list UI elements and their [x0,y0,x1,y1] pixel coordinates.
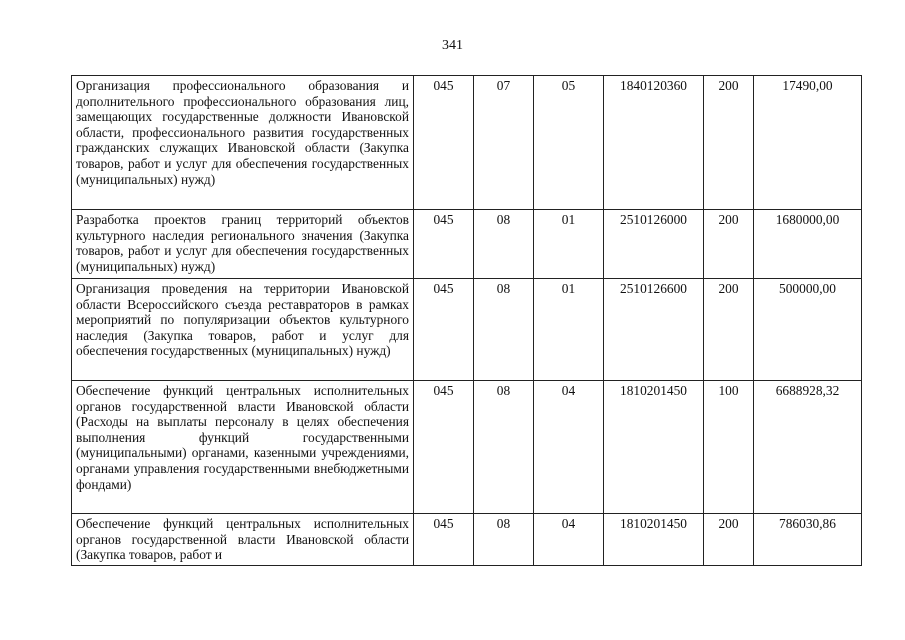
table-row [72,279,862,381]
section-code: 08 [474,381,534,514]
row-name: Обеспечение функций центральных исполнительных органов государственной власти Ивановской области (Расходы на выплаты персоналу в целях обеспечения выполнения функций государственными (муниципальными) органами, казенными учреждениями, органами управления государственными внебюджетными фондами) [72,381,414,514]
section-code: 08 [474,279,534,381]
subsection-code: 05 [534,76,604,210]
expense-type-code: 200 [704,279,754,381]
expense-type-code: 100 [704,381,754,514]
amount: 6688928,32 [754,381,862,514]
page-number: 341 [442,38,463,53]
row-name: Обеспечение функций центральных исполнительных органов государственной власти Ивановской области (Закупка товаров, работ и [72,514,414,566]
ministry-code: 045 [414,279,474,381]
ministry-code: 045 [414,76,474,210]
subsection-code: 04 [534,381,604,514]
row-name: Разработка проектов границ территорий объектов культурного наследия регионального значения (Закупка товаров, работ и услуг для обеспечения государственных (муниципальных) нужд) [72,210,414,279]
budget-table [71,75,862,566]
amount: 786030,86 [754,514,862,566]
row-name: Организация профессионального образования и дополнительного профессионального образования лиц, замещающих государственные должности Ивановской области, профессионального развития государственных гражданских служащих Ивановской области (Закупка товаров, работ и услуг для обеспечения государственных (муниципальных) нужд) [72,76,414,210]
target-article-code: 2510126600 [604,279,704,381]
subsection-code: 01 [534,279,604,381]
section-code: 07 [474,76,534,210]
target-article-code: 1810201450 [604,381,704,514]
ministry-code: 045 [414,210,474,279]
table-row [72,381,862,514]
ministry-code: 045 [414,381,474,514]
subsection-code: 01 [534,210,604,279]
section-code: 08 [474,210,534,279]
target-article-code: 1810201450 [604,514,704,566]
expense-type-code: 200 [704,514,754,566]
table-row [72,514,862,566]
expense-type-code: 200 [704,210,754,279]
target-article-code: 2510126000 [604,210,704,279]
ministry-code: 045 [414,514,474,566]
amount: 1680000,00 [754,210,862,279]
table-row [72,210,862,279]
section-code: 08 [474,514,534,566]
table-row [72,76,862,210]
amount: 17490,00 [754,76,862,210]
target-article-code: 1840120360 [604,76,704,210]
expense-type-code: 200 [704,76,754,210]
subsection-code: 04 [534,514,604,566]
row-name: Организация проведения на территории Ивановской области Всероссийского съезда реставраторов в рамках мероприятий по популяризации объектов культурного наследия (Закупка товаров, работ и услуг для обеспечения государственных (муниципальных) нужд) [72,279,414,381]
amount: 500000,00 [754,279,862,381]
